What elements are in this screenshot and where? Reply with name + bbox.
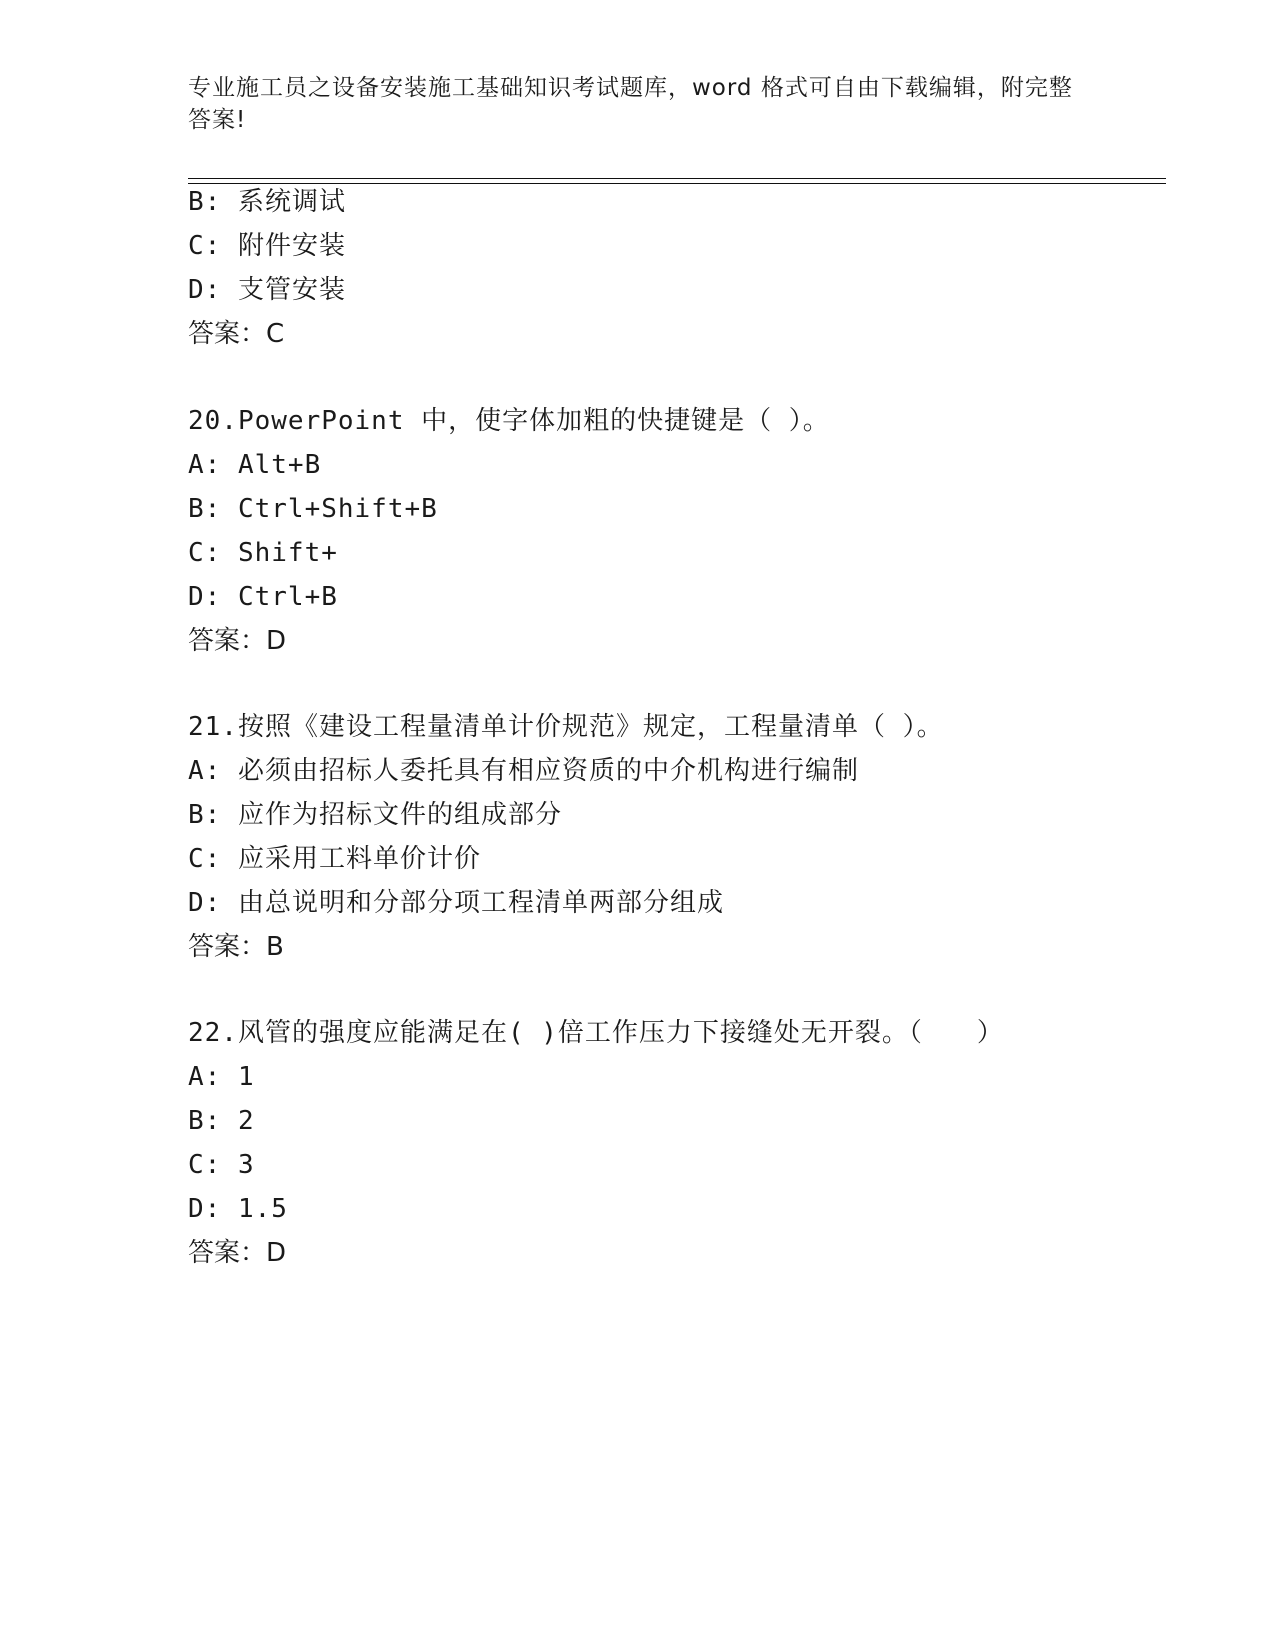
question-21: 21.按照《建设工程量清单计价规范》规定，工程量清单（ ）。 bbox=[188, 712, 944, 742]
question-22-option-d: D: 1.5 bbox=[188, 1194, 288, 1224]
answer-19: 答案：C bbox=[188, 319, 285, 349]
question-20-option-a: A: Alt+B bbox=[188, 450, 322, 480]
header-rule-top bbox=[188, 178, 1166, 179]
option-c: C: 附件安装 bbox=[188, 231, 346, 261]
question-20: 20.PowerPoint 中，使字体加粗的快捷键是（ ）。 bbox=[188, 406, 830, 436]
document-header: 专业施工员之设备安装施工基础知识考试题库，word 格式可自由下载编辑，附完整答案! bbox=[188, 75, 1073, 133]
question-21-option-b: B: 应作为招标文件的组成部分 bbox=[188, 800, 562, 830]
answer-22: 答案：D bbox=[188, 1238, 287, 1268]
question-20-option-b: B: Ctrl+Shift+B bbox=[188, 494, 438, 524]
option-b: B: 系统调试 bbox=[188, 187, 346, 217]
header-rule-bottom bbox=[188, 183, 1166, 184]
option-d: D: 支管安装 bbox=[188, 275, 346, 305]
question-22: 22.风管的强度应能满足在( )倍工作压力下接缝处无开裂。（ ） bbox=[188, 1018, 1004, 1048]
question-20-option-c: C: Shift+ bbox=[188, 538, 338, 568]
question-22-option-c: C: 3 bbox=[188, 1150, 255, 1180]
answer-21: 答案：B bbox=[188, 932, 284, 962]
question-21-option-d: D: 由总说明和分部分项工程清单两部分组成 bbox=[188, 888, 724, 918]
answer-20: 答案：D bbox=[188, 626, 287, 656]
question-22-option-b: B: 2 bbox=[188, 1106, 255, 1136]
question-21-option-a: A: 必须由招标人委托具有相应资质的中介机构进行编制 bbox=[188, 756, 859, 786]
question-21-option-c: C: 应采用工料单价计价 bbox=[188, 844, 481, 874]
question-20-option-d: D: Ctrl+B bbox=[188, 582, 338, 612]
question-22-option-a: A: 1 bbox=[188, 1062, 255, 1092]
